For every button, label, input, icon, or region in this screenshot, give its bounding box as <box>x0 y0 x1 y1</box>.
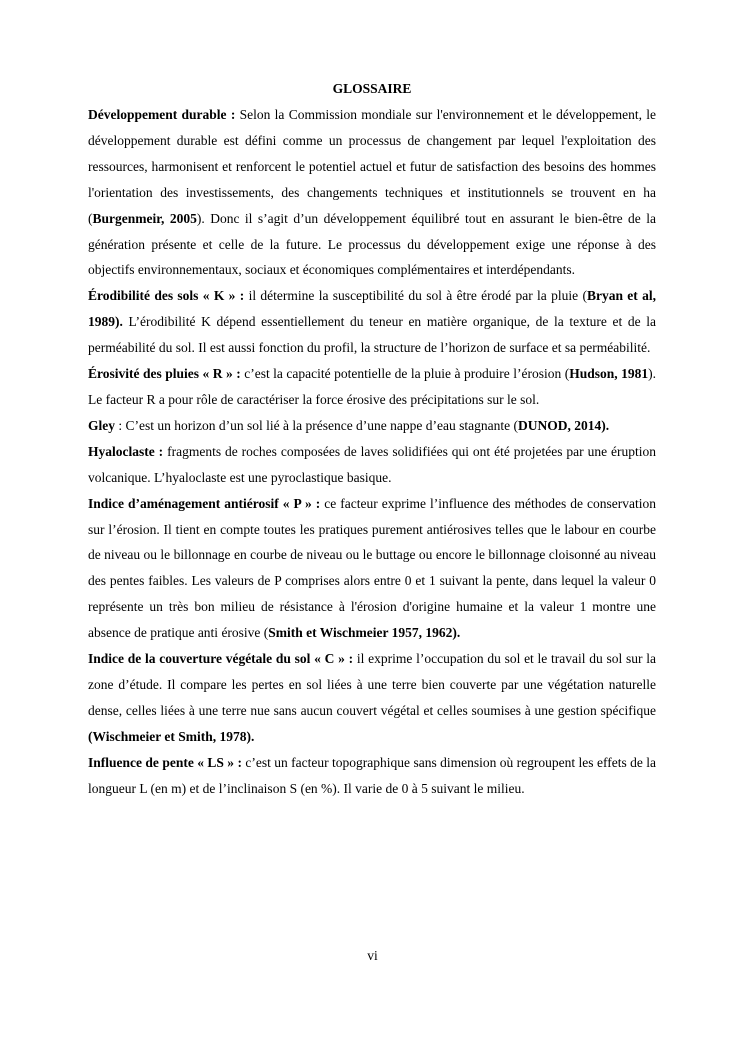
entry-reference: Smith et Wischmeier 1957, 1962). <box>268 625 461 641</box>
glossary-entry <box>88 439 656 491</box>
glossary-entry <box>88 491 656 646</box>
entry-term: Influence de pente « LS » : <box>88 754 242 770</box>
glossary-entry <box>88 646 656 750</box>
entry-definition-cont: L’érodibilité K dépend essentiellement du teneur en matière organique, de la texture et de la perméabilité du sol. Il est aussi fonction du profil, la structure de l’horizon de surface et sa perméabilité. <box>88 314 656 356</box>
glossary-entry <box>88 750 656 802</box>
entry-definition: : C’est un horizon d’un sol lié à la présence d’une nappe d’eau stagnante ( <box>115 417 518 433</box>
entry-reference: (Wischmeier et Smith, 1978). <box>88 728 255 744</box>
entry-definition: c’est la capacité potentielle de la pluie à produire l’érosion ( <box>240 366 570 382</box>
entry-definition-cont: ). Donc il s’agit d’un développement équilibré tout en assurant le bien-être de la génération présente et celle de la future. Le processus du développement exige une réponse à des objectifs environnementaux, sociaux et économiques complémentaires et interdépendants. <box>88 210 657 278</box>
entry-definition: Selon la Commission mondiale sur l'environnement et le développement, le développement durable est défini comme un processus de changement par lequel l'exploitation des ressources, harmonisent et renforcent le potentiel actuel et futur de satisfaction des besoins des hommes l'orientation des investissements, des changements techniques et institutionnels se trouvent en ha ( <box>88 107 656 226</box>
glossary-entry <box>88 413 656 439</box>
entry-definition: il détermine la susceptibilité du sol à être érodé par la pluie ( <box>244 288 587 304</box>
entry-reference: DUNOD, 2014). <box>517 417 610 433</box>
entry-term: Développement durable : <box>88 107 236 122</box>
document-page <box>88 79 656 801</box>
entry-reference: Bryan et al, 1989). <box>88 288 656 330</box>
page-title: GLOSSAIRE <box>332 81 412 96</box>
entry-definition: fragments de roches composées de laves solidifiées qui ont été projetées par une éruption volcanique. L’hyaloclaste est une pyroclastique basique. <box>88 443 657 485</box>
entry-term: Érosivité des pluies « R » : <box>88 366 241 382</box>
entry-definition: c’est un facteur topographique sans dimension où regroupent les effets de la longueur L (en m) et de l’inclinaison S (en %). Il varie de 0 à 5 suivant le milieu. <box>88 754 656 796</box>
entry-term: Érodibilité des sols « K » : <box>88 288 245 304</box>
entry-term: Indice de la couverture végétale du sol « C » : <box>88 651 354 667</box>
entry-definition: ce facteur exprime l’influence des méthodes de conservation sur l’érosion. Il tient en compte toutes les pratiques purement antiérosives telles que le labour en courbe de niveau ou le billonnage en courbe de niveau ou le buttage ou encore le billonnage cloisonné au niveau des pentes faibles. Les valeurs de P comprises alors entre 0 et 1 suivant la pente, dans lequel la valeur 0 représente un très bon milieu de résistance à l'érosion d'origine humaine et la valeur 1 montre une absence de pratique anti érosive ( <box>88 495 656 641</box>
glossary-entry <box>88 102 656 283</box>
page-number: vi <box>367 948 378 963</box>
entry-term: Indice d’aménagement antiérosif « P » : <box>88 495 321 511</box>
glossary-entry <box>88 283 656 361</box>
entry-term: Hyaloclaste : <box>88 443 164 459</box>
glossary-entry <box>88 361 656 413</box>
entry-definition: il exprime l’occupation du sol et le travail du sol sur la zone d’étude. Il compare les pertes en sol liées à une terre bien couverte par une végétation naturelle dense, celles liées à une terre nue sans aucun couvert végétal et celles soumises à une gestion spécifique <box>88 651 656 718</box>
entry-definition-cont: ). Le facteur R a pour rôle de caractériser la force érosive des précipitations sur le sol. <box>88 366 657 407</box>
entry-reference: Hudson, 1981 <box>569 366 649 382</box>
entry-reference: Burgenmeir, 2005 <box>92 210 197 226</box>
entry-term: Gley <box>88 417 115 433</box>
